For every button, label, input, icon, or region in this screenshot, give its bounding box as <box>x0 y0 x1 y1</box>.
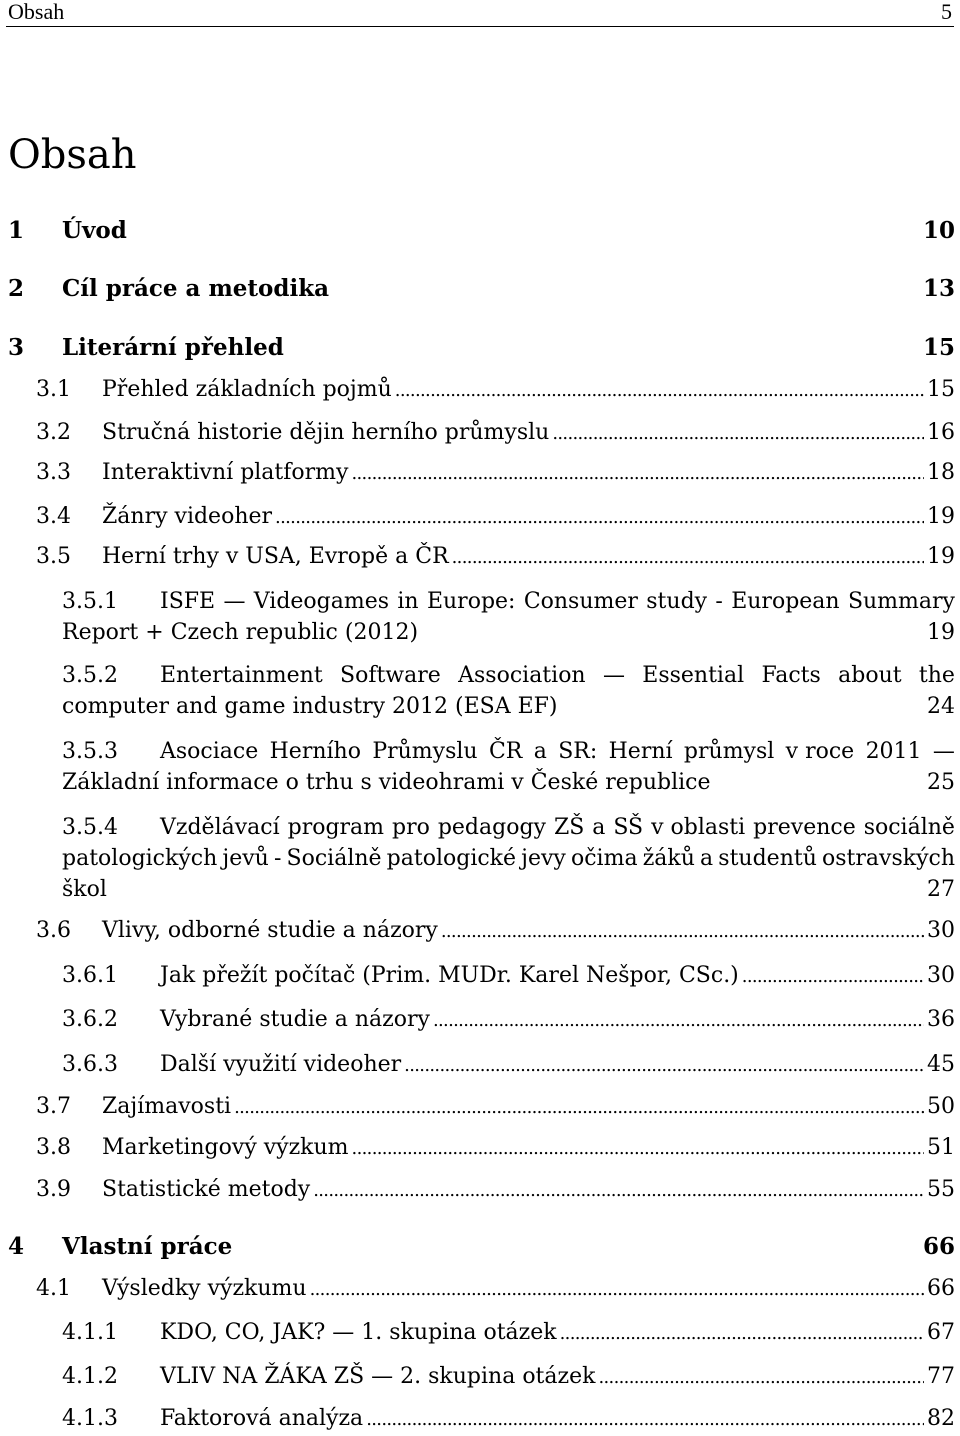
toc-page: 51 <box>927 1135 955 1160</box>
toc-title: Přehled základních pojmů <box>102 377 392 402</box>
toc-title: Vybrané studie a názory <box>160 1007 430 1032</box>
toc-page: 19 <box>927 504 955 529</box>
toc-dot-leader <box>351 458 924 489</box>
toc-number: 3.7 <box>36 1094 71 1119</box>
toc-page: 15 <box>927 377 955 402</box>
toc-title-line: ISFE — Videogames in Europe: Consumer study - European Summary <box>160 589 955 614</box>
toc-page: 67 <box>927 1320 955 1345</box>
toc-dot-leader <box>395 375 924 406</box>
toc-page: 45 <box>927 1052 955 1077</box>
toc-page: 36 <box>927 1007 955 1032</box>
toc-number: 3.5.2 <box>62 663 118 688</box>
toc-number: 4.1.1 <box>62 1320 118 1345</box>
toc-page: 18 <box>927 460 955 485</box>
toc-dot-leader <box>433 1005 924 1036</box>
toc-page: 66 <box>927 1276 955 1301</box>
running-header <box>6 0 954 27</box>
toc-dot-leader <box>560 1318 924 1349</box>
toc-title: Žánry videoher <box>102 504 273 529</box>
toc-number: 3.9 <box>36 1177 71 1202</box>
toc-title-last-line: Základní informace o trhu s videohrami v České republice <box>62 770 711 795</box>
toc-page: 82 <box>927 1406 955 1431</box>
header-page-number: 5 <box>941 0 952 24</box>
toc-subsection-3-5-2[interactable] <box>62 660 955 722</box>
toc-page: 24 <box>927 694 955 719</box>
toc-subsection-3-5-1[interactable] <box>62 586 955 648</box>
toc-number: 3.6.3 <box>62 1052 118 1077</box>
toc-page: 15 <box>922 334 955 361</box>
toc-number: 4 <box>8 1233 25 1260</box>
toc-page: 77 <box>927 1364 955 1389</box>
toc-title: VLIV NA ŽÁKA ZŠ — 2. skupina otázek <box>160 1364 596 1389</box>
toc-title: Herní trhy v USA, Evropě a ČR <box>102 544 449 569</box>
toc-page: 66 <box>922 1233 955 1260</box>
toc-page: 30 <box>927 963 955 988</box>
toc-number: 3 <box>8 334 25 361</box>
toc-title-line: Asociace Herního Průmyslu ČR a SR: Herní průmysl v roce 2011 — <box>160 739 955 764</box>
toc-dot-leader <box>234 1092 924 1123</box>
toc-dot-leader <box>352 1133 924 1164</box>
toc-page: 13 <box>922 275 955 302</box>
toc-title: Další využití videoher <box>160 1052 402 1077</box>
toc-dot-leader <box>742 961 924 992</box>
toc-page: 25 <box>927 770 955 795</box>
toc-number: 3.5.4 <box>62 815 118 840</box>
toc-page: 10 <box>922 217 955 244</box>
toc-title: Stručná historie dějin herního průmyslu <box>102 420 550 445</box>
toc-title: KDO, CO, JAK? — 1. skupina otázek <box>160 1320 557 1345</box>
toc-dot-leader <box>598 1362 924 1393</box>
toc-dot-leader <box>441 916 924 947</box>
toc-number: 3.5.3 <box>62 739 118 764</box>
toc-title-line: patologických jevů - Sociálně patologické jevy očima žáků a studentů ostravských <box>62 846 955 871</box>
toc-title: Výsledky výzkumu <box>102 1276 307 1301</box>
toc-title: Úvod <box>62 217 127 244</box>
toc-number: 3.5 <box>36 544 71 569</box>
toc-number: 4.1.2 <box>62 1364 118 1389</box>
toc-title: Literární přehled <box>62 334 284 361</box>
toc-title: Cíl práce a metodika <box>62 275 330 302</box>
toc-number: 3.4 <box>36 504 71 529</box>
toc-title: Zajímavosti <box>102 1094 232 1119</box>
toc-subsection-3-5-3[interactable] <box>62 736 955 798</box>
toc-number: 4.1 <box>36 1276 71 1301</box>
toc-title: Faktorová analýza <box>160 1406 364 1431</box>
toc-number: 3.5.1 <box>62 589 118 614</box>
toc-dot-leader <box>310 1274 924 1305</box>
toc-dot-leader <box>275 502 924 533</box>
toc-number: 3.3 <box>36 460 71 485</box>
toc-number: 4.1.3 <box>62 1406 118 1431</box>
toc-number: 2 <box>8 275 25 302</box>
toc-number: 3.1 <box>36 377 71 402</box>
toc-number: 3.8 <box>36 1135 71 1160</box>
page-title: Obsah <box>8 132 137 178</box>
toc-page: 30 <box>927 918 955 943</box>
toc-title-line: Entertainment Software Association — Essential Facts about the <box>160 663 955 688</box>
toc-title-line: Vzdělávací program pro pedagogy ZŠ a SŠ v oblasti prevence sociálně <box>160 815 955 840</box>
toc-title: Statistické metody <box>102 1177 311 1202</box>
toc-title: Interaktivní platformy <box>102 460 349 485</box>
toc-page: 16 <box>927 420 955 445</box>
toc-number: 3.6 <box>36 918 71 943</box>
toc-dot-leader <box>313 1175 924 1206</box>
toc-number: 1 <box>8 217 25 244</box>
header-section-name: Obsah <box>8 0 65 24</box>
toc-dot-leader <box>452 542 924 573</box>
toc-title: Vlastní práce <box>62 1233 233 1260</box>
toc-dot-leader <box>366 1404 924 1435</box>
toc-title: Vlivy, odborné studie a názory <box>102 918 438 943</box>
toc-number: 3.6.2 <box>62 1007 118 1032</box>
toc-subsection-3-5-4[interactable] <box>62 812 955 905</box>
toc-title-last-line: computer and game industry 2012 (ESA EF) <box>62 694 558 719</box>
toc-dot-leader <box>404 1050 924 1081</box>
toc-title: Jak přežít počítač (Prim. MUDr. Karel Nešpor, CSc.) <box>160 963 739 988</box>
toc-page: 19 <box>927 544 955 569</box>
toc-title: Marketingový výzkum <box>102 1135 349 1160</box>
toc-number: 3.6.1 <box>62 963 118 988</box>
toc-dot-leader <box>552 418 924 449</box>
toc-title-last-line: Report + Czech republic (2012) <box>62 620 419 645</box>
toc-page: 55 <box>927 1177 955 1202</box>
toc-page: 50 <box>927 1094 955 1119</box>
toc-page: 27 <box>927 877 955 902</box>
toc-page: 19 <box>927 620 955 645</box>
toc-title-last-line: škol <box>62 877 107 902</box>
toc-number: 3.2 <box>36 420 71 445</box>
